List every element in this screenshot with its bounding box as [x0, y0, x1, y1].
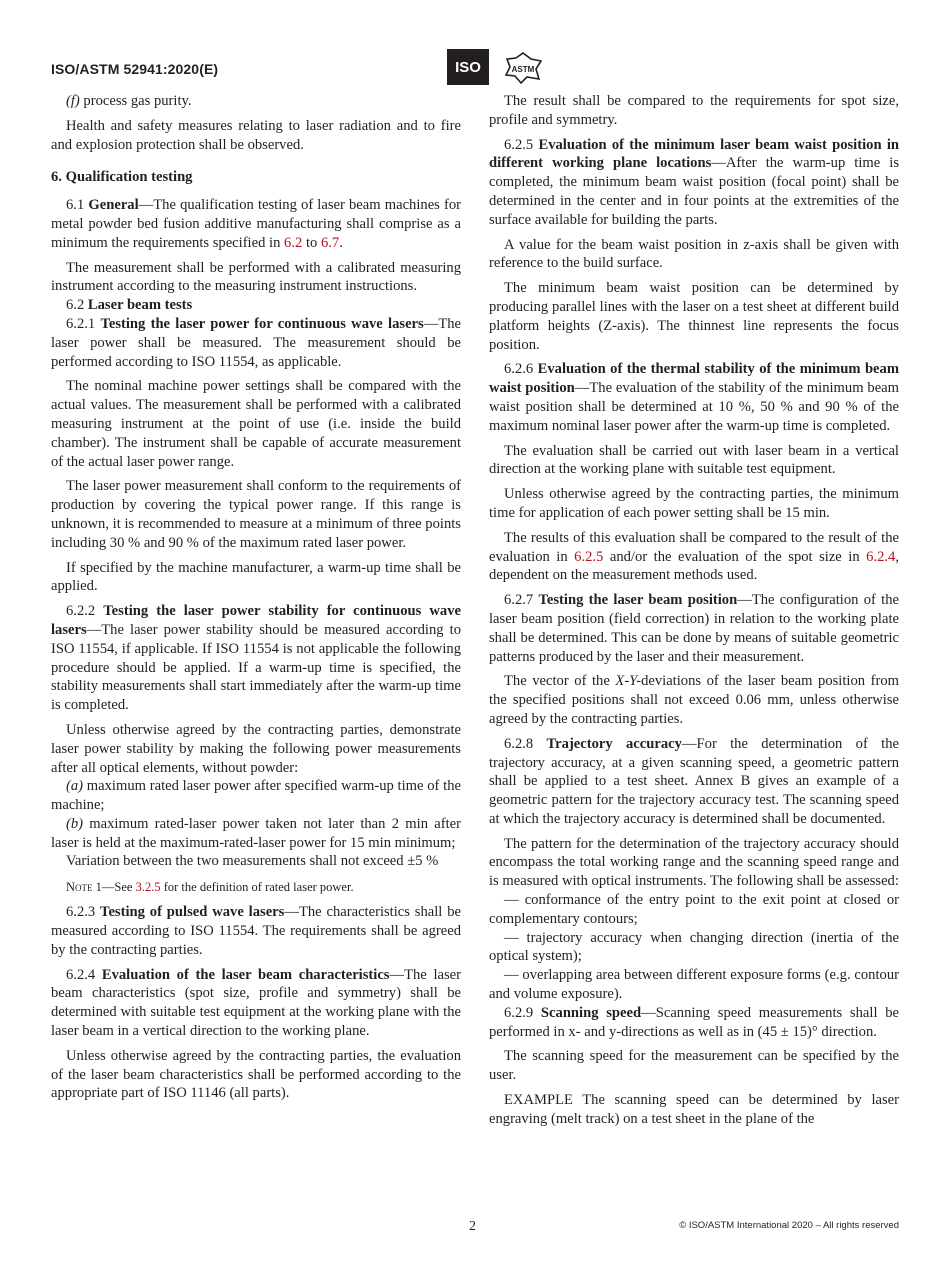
page-number: 2	[469, 1219, 476, 1234]
clause-6-2-8: 6.2.8 Trajectory accuracy—For the determination of the trajectory accuracy, at a given scanning speed, a geometric pattern shall be applied to a test sheet. Annex B gives an example of a geometric pattern for the trajectory accuracy test. The scanning speed at which the trajectory accuracy is determined shall be documented.	[489, 735, 899, 827]
clause-6-2-4: 6.2.4 Evaluation of the laser beam characteristics—The laser beam characteristics (spot size, profile and symmetry) shall be determined with suitable test equipment at the working plane with the laser beam in a vertical direction to the working plane.	[51, 966, 461, 1040]
dash-item-1: — conformance of the entry point to the exit point at closed or complementary contours;	[489, 892, 899, 927]
right-column	[489, 92, 899, 1135]
svg-text:ISO: ISO	[455, 59, 481, 76]
clause-6-1: 6.1 General—The qualification testing of laser beam machines for metal powder bed fusion additive manufacturing shall comprise as a minimum the requirements specified in 6.2 to 6.7.	[51, 197, 461, 251]
paragraph-measurement: The measurement shall be performed with a calibrated measuring instrument according to the measuring instrument instructions.	[51, 259, 461, 295]
paragraph-min-waist: The minimum beam waist position can be determined by producing parallel lines with the laser on a test sheet at different build platform heights (Z-axis). The thinnest line represents the focus position.	[489, 280, 899, 353]
svg-text:ASTM: ASTM	[511, 65, 535, 74]
clause-6-2-5: 6.2.5 Evaluation of the minimum laser beam waist position in different working plane locations—After the warm-up time is completed, the minimum beam waist position (focal point) shall be determined in the center and in four points at the extremities of the surface available for building the parts.	[489, 136, 900, 228]
dash-item-2: — trajectory accuracy when changing direction (inertia of the optical system);	[489, 929, 899, 965]
paragraph-speed-user: The scanning speed for the measurement can be specified by the user.	[489, 1048, 899, 1084]
xref-6-2-5[interactable]: 6.2.5	[574, 548, 604, 565]
xref-3-2-5[interactable]: 3.2.5	[135, 880, 161, 895]
astm-logo	[503, 51, 543, 85]
example-paragraph: EXAMPLE The scanning speed can be determined by laser engraving (melt track) on a test sheet in the plane of the	[489, 1092, 899, 1127]
paragraph-results-compare: The results of this evaluation shall be compared to the result of the evaluation in 6.2.5 and/or the evaluation of the spot size in 6.2.4, dependent on the measurement methods used.	[489, 529, 899, 584]
paragraph-result: The result shall be compared to the requirements for spot size, profile and symmetry.	[489, 93, 899, 128]
clause-6-2: 6.2 Laser beam tests	[66, 297, 193, 314]
dash-item-3: — overlapping area between different exposure forms (e.g. contour and volume exposure).	[489, 967, 899, 1003]
clause-6-2-2: 6.2.2 Testing the laser power stability for continuous wave lasers—The laser power stability should be measured according to ISO 11554, if applicable. If ISO 11554 is not applicable the following procedure should be applied. If a warm-up time is specified, the stability measurements shall start immediately after the warm-up time is completed.	[51, 603, 461, 714]
clause-6-2-1: 6.2.1 Testing the laser power for continuous wave lasers—The laser power shall be measured. The measurement should be performed according to ISO 11554, as applicable.	[51, 315, 462, 370]
xref-6-2[interactable]: 6.2	[284, 234, 303, 251]
list-item-a: (a) maximum rated laser power after specified warm-up time of the machine;	[51, 778, 461, 814]
list-item-f: (f) process gas purity.	[66, 93, 192, 109]
clause-6-2-6: 6.2.6 Evaluation of the thermal stability of the minimum beam waist position—The evaluation of the stability of the minimum beam waist position shall be determined at 10 %, 50 % and 90 % of the maximum nominal laser power after the warm-up time is completed.	[489, 361, 899, 434]
clause-6-2-3: 6.2.3 Testing of pulsed wave lasers—The characteristics shall be measured according to ISO 11554. The requirements shall be agreed by the contracting parties.	[51, 904, 461, 958]
paragraph-pattern: The pattern for the determination of the trajectory accuracy should encompass the total working range and the scanning speed range and is measured with optical instruments. The following shall be assessed:	[489, 835, 899, 890]
clause-6-2-9: 6.2.9 Scanning speed—Scanning speed measurements shall be performed in x- and y-directions as well as in (45 ± 15)° direction.	[489, 1004, 900, 1040]
paragraph-unless-3: Unless otherwise agreed by the contracting parties, the minimum time for application of each power setting shall be 15 min.	[489, 486, 899, 521]
paragraph-evaluation-vertical: The evaluation shall be carried out with laser beam in a vertical direction at the working plane with suitable test equipment.	[489, 442, 899, 478]
paragraph-unless-1: Unless otherwise agreed by the contracting parties, demonstrate laser power stability by making the following power measurements after all optical elements, without powder:	[51, 721, 461, 776]
standard-designation: ISO/ASTM 52941:2020(E)	[51, 61, 219, 77]
copyright-notice: © ISO/ASTM International 2020 – All rights reserved	[679, 1220, 899, 1231]
paragraph-nominal-power: The nominal machine power settings shall be compared with the actual values. The measurement shall be performed with a calibrated measuring instrument at the point of use (i.e. inside the build chamber). The instrument shall be capable of accurate measurement of the actual laser power range.	[51, 378, 461, 470]
note-1: Note 1—See 3.2.5 for the definition of rated laser power.	[66, 880, 354, 895]
paragraph-variation: Variation between the two measurements shall not exceed ±5 %	[66, 853, 439, 870]
paragraph-warm-up: If specified by the machine manufacturer, a warm-up time shall be applied.	[51, 559, 461, 595]
paragraph-z-axis: A value for the beam waist position in z-axis shall be given with reference to the build surface.	[489, 236, 899, 272]
left-column	[51, 92, 461, 1109]
paragraph-health-safety: Health and safety measures relating to laser radiation and to fire and explosion protection shall be observed.	[51, 117, 461, 153]
list-item-b: (b) maximum rated-laser power taken not later than 2 min after laser is held at the maximum-rated-laser power for 15 min minimum;	[51, 815, 461, 851]
page-header	[0, 0, 950, 92]
clause-6-2-7: 6.2.7 Testing the laser beam position—The configuration of the laser beam position (field correction) in relation to the working plate shall be determined. This can be done by means of suitable geometric patterns produced by the laser and their measurement.	[489, 592, 899, 665]
paragraph-unless-2: Unless otherwise agreed by the contracting parties, the evaluation of the laser beam characteristics shall be performed according to the appropriate part of ISO 11146 (all parts).	[51, 1047, 461, 1102]
paragraph-xy-vector: The vector of the X-Y-deviations of the laser beam position from the specified positions shall not exceed 0.06 mm, unless otherwise agreed by the contracting parties.	[489, 673, 899, 727]
xref-6-7[interactable]: 6.7	[320, 234, 340, 251]
xref-6-2-4[interactable]: 6.2.4	[866, 548, 896, 565]
iso-logo	[447, 49, 489, 85]
paragraph-power-conform: The laser power measurement shall conform to the requirements of production by covering the typical power range. If this range is unknown, it is recommended to measure at a minimum of three points including 30 % and 90 % of the maximum rated laser power.	[51, 478, 461, 551]
section-heading-6: 6. Qualification testing	[51, 169, 193, 186]
